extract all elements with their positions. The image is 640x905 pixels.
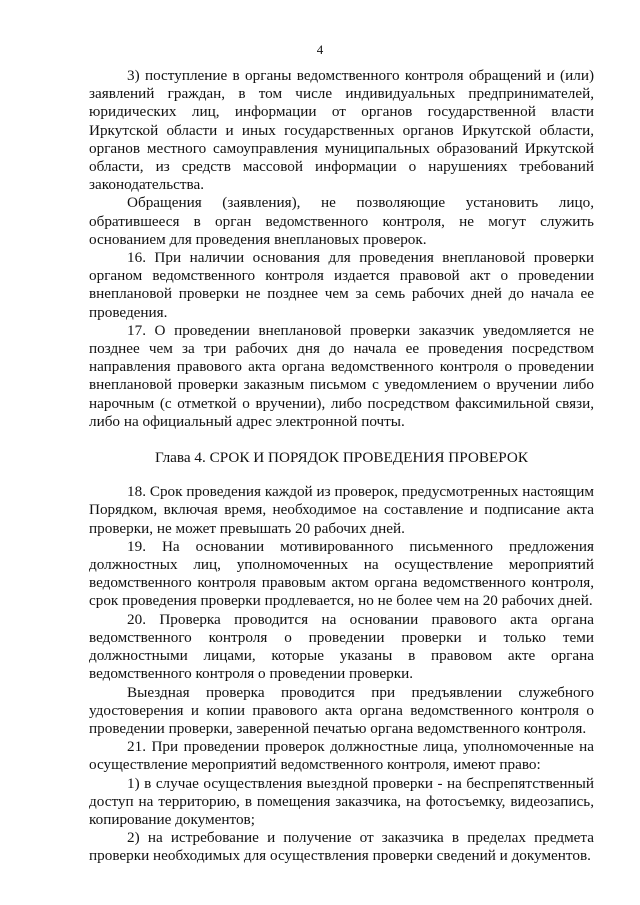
paragraph-21-item-2: 2) на истребование и получение от заказчика в пределах предмета проверки необходимых для осуществления проверки сведений и документов. bbox=[89, 829, 594, 865]
chapter-heading: Глава 4. СРОК И ПОРЯДОК ПРОВЕДЕНИЯ ПРОВЕРОК bbox=[154, 449, 529, 467]
paragraph-21: 21. При проведении проверок должностные лица, уполномоченные на осуществление мероприятий ведомственного контроля, имеют право: bbox=[89, 738, 594, 774]
paragraph-21-item-1: 1) в случае осуществления выездной проверки - на беспрепятственный доступ на территорию, в помещения заказчика, на фотосъемку, видеозапись, копирование документов; bbox=[89, 774, 594, 828]
document-body bbox=[89, 67, 594, 866]
paragraph-20: 20. Проверка проводится на основании правового акта органа ведомственного контроля о проведении проверки и только теми должностными лицами, которые указаны в правовом акте органа ведомственного контроля о проведении проверки. bbox=[89, 610, 594, 683]
paragraph-appeals-note: Обращения (заявления), не позволяющие установить лицо, обратившееся в орган ведомственного контроля, не могут служить основанием для проведения внеплановых проверок. bbox=[89, 194, 594, 248]
paragraph-19: 19. На основании мотивированного письменного предложения должностных лиц, уполномоченных на осуществление мероприятий ведомственного контроля правовым актом органа ведомственного контроля, срок проведения проверки продлевается, но не более чем на 20 рабочих дней. bbox=[89, 537, 594, 610]
paragraph-16: 16. При наличии основания для проведения внеплановой проверки органом ведомственного контроля издается правовой акт о проведении внеплановой проверки не позднее чем за семь рабочих дней до начала ее проведения. bbox=[89, 249, 594, 321]
paragraph-17: 17. О проведении внеплановой проверки заказчик уведомляется не позднее чем за три рабочих дня до начала ее проведения посредством направления правового акта органа ведомственного контроля о проведении внеплановой проверки заказным письмом с уведомлением о вручении либо нарочным (с отметкой о вручении), либо посредством факсимильной связи, либо на официальный адрес электронной почты. bbox=[89, 321, 594, 430]
paragraph-18: 18. Срок проведения каждой из проверок, предусмотренных настоящим Порядком, включая время, необходимое на составление и подписание акта проверки, не может превышать 20 рабочих дней. bbox=[89, 483, 594, 537]
page-number: 4 bbox=[316, 42, 324, 57]
paragraph-field-inspection: Выездная проверка проводится при предъявлении служебного удостоверения и копии правового акта органа ведомственного контроля о проведении проверки, заверенной печатью органа ведомственного контроля. bbox=[89, 683, 594, 737]
paragraph-item-3: 3) поступление в органы ведомственного контроля обращений и (или) заявлений граждан, в том числе индивидуальных предпринимателей, юридических лиц, информации от органов государственной власти Иркутской области и иных государственных органов Иркутской области, органов местного самоуправления муниципальных образований Иркутской области, из средств массовой информации о нарушениях требований законодательства. bbox=[89, 67, 594, 194]
